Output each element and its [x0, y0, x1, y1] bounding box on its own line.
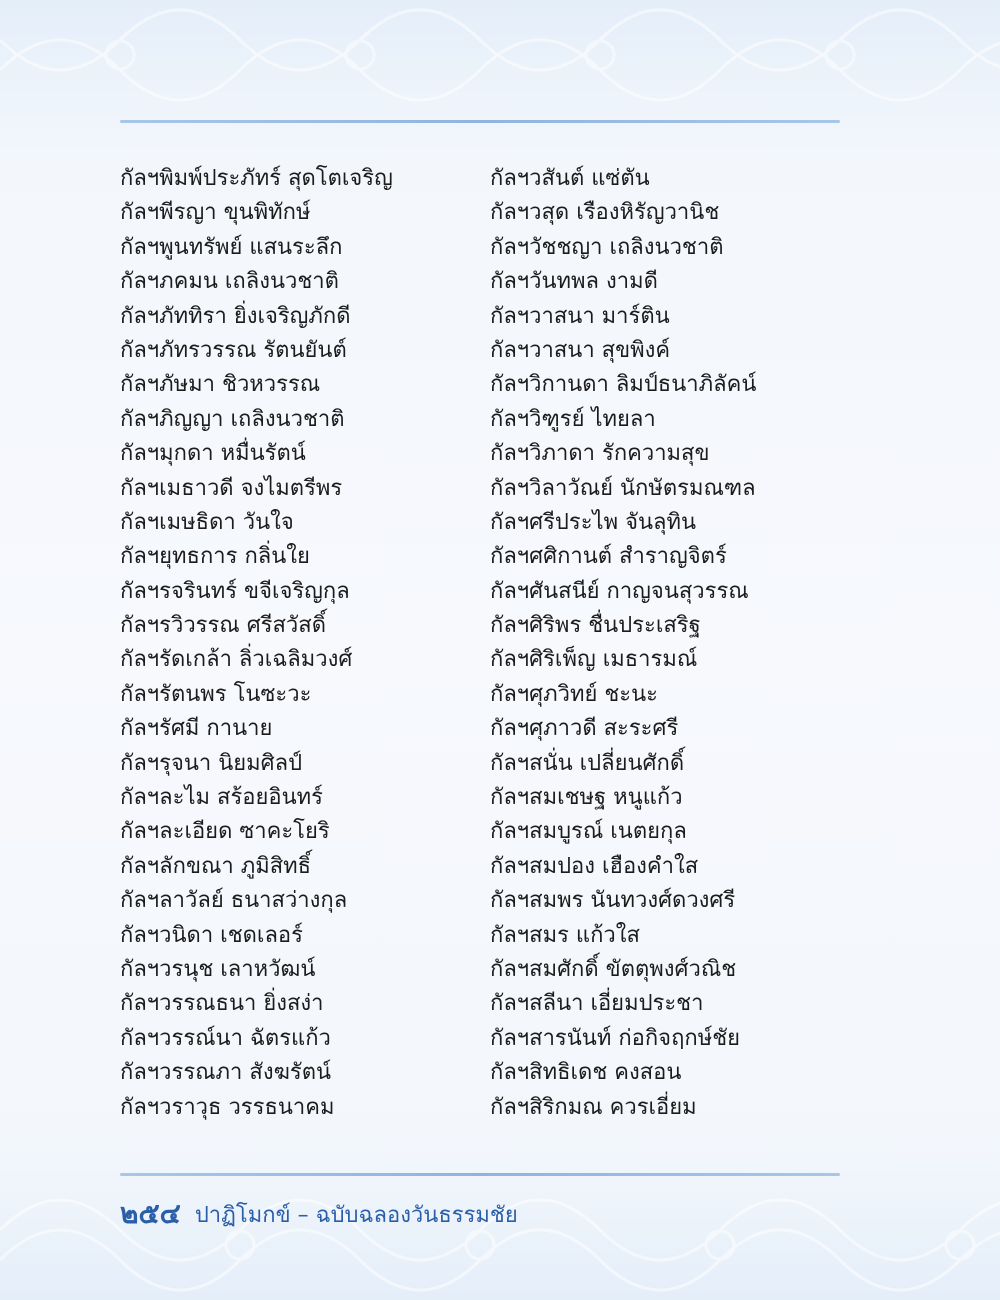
- donor-name: กัลฯรุจนา นิยมศิลป์: [120, 750, 303, 776]
- donor-name: กัลฯวิภาดา รักความสุข: [490, 441, 710, 467]
- donor-name: กัลฯวรรณ์นา ฉัตรแก้ว: [120, 1025, 331, 1051]
- donor-name: กัลฯพิมพ์ประภัทร์ สุดโตเจริญ: [120, 166, 393, 191]
- donor-name: กัลฯรัตนพร โนซะวะ: [120, 681, 312, 707]
- donor-name: กัลฯสมปอง เฮืองคำใส: [490, 853, 699, 879]
- donor-name: กัลฯมุกดา หมื่นรัตน์: [120, 441, 306, 467]
- donor-name: กัลฯภัษมา ชิวหวรรณ: [120, 372, 321, 398]
- donor-name: กัลฯรัศมี กานาย: [120, 716, 273, 742]
- donor-name: กัลฯสิริกมณ ควรเอี่ยม: [490, 1094, 697, 1120]
- donor-name: กัลฯสมบูรณ์ เนตยกุล: [490, 819, 687, 845]
- page-number: ๒๕๔: [120, 1197, 181, 1230]
- donor-name: กัลฯวิฑูรย์ ไทยลา: [490, 406, 656, 432]
- donor-name: กัลฯวรรณธนา ยิ่งสง่า: [120, 991, 324, 1017]
- donor-name: กัลฯลักขณา ภูมิสิทธิ์: [120, 853, 312, 879]
- donor-name: กัลฯรัดเกล้า ลิ่วเฉลิมวงศ์: [120, 647, 353, 673]
- donor-name: กัลฯวัชชญา เถลิงนวชาติ: [490, 234, 724, 260]
- donor-name: กัลฯภิญญา เถลิงนวชาติ: [120, 406, 345, 432]
- donor-name: กัลฯสิทธิเดช คงสอน: [490, 1060, 682, 1086]
- donor-name: กัลฯเมษธิดา วันใจ: [120, 509, 294, 535]
- donor-name: กัลฯพูนทรัพย์ แสนระลึก: [120, 234, 343, 260]
- donor-name: กัลฯศิริเพ็ญ เมธารมณ์: [490, 647, 698, 673]
- donor-list-right: [490, 162, 756, 1125]
- donor-name: กัลฯวิกานดา ลิมป์ธนาภิลัคน์: [490, 372, 757, 398]
- donor-name: กัลฯวรรณภา สังฆรัตน์: [120, 1060, 332, 1086]
- donor-name: กัลฯวสุด เรืองหิรัญวานิช: [490, 200, 720, 226]
- donor-name: กัลฯละเอียด ซาคะโยริ: [120, 819, 330, 845]
- donor-name: กัลฯวาสนา สุขพิงค์: [490, 337, 671, 363]
- donor-list-left: [120, 162, 393, 1125]
- donor-name: กัลฯลาวัลย์ ธนาสว่างกุล: [120, 888, 348, 914]
- donor-name: กัลฯพีรญา ขุนพิทักษ์: [120, 200, 311, 226]
- donor-name: กัลฯวันทพล งามดี: [490, 269, 658, 295]
- donor-name: กัลฯสนั่น เปลี่ยนศักดิ์: [490, 750, 685, 776]
- donor-name: กัลฯสารนันท์ ก่อกิจฤกษ์ชัย: [490, 1025, 741, 1051]
- page-footer: [120, 1192, 518, 1236]
- donor-name: กัลฯเมธาวดี จงไมตรีพร: [120, 475, 343, 501]
- donor-name: กัลฯวรนุช เลาหวัฒน์: [120, 956, 316, 982]
- donor-name: กัลฯศศิกานต์ สำราญจิตร์: [490, 544, 727, 570]
- donor-name: กัลฯยุทธการ กลิ่นใย: [120, 544, 310, 570]
- donor-name: กัลฯภคมน เถลิงนวชาติ: [120, 269, 339, 295]
- donor-name: กัลฯสมร แก้วใส: [490, 922, 640, 948]
- donor-name: กัลฯศุภวิทย์ ชะนะ: [490, 681, 658, 707]
- donor-name: กัลฯรวิวรรณ ศรีสวัสดิ์: [120, 613, 326, 639]
- donor-name: กัลฯภัททิรา ยิ่งเจริญภักดี: [120, 303, 351, 329]
- donor-name: กัลฯศันสนีย์ กาญจนสุวรรณ: [490, 578, 749, 604]
- donor-name: กัลฯรจรินทร์ ขจีเจริญกุล: [120, 578, 350, 604]
- donor-name: กัลฯศิริพร ชื่นประเสริฐ: [490, 613, 701, 639]
- top-ornament-pattern: [0, 0, 1000, 140]
- donor-name: กัลฯภัทรวรรณ รัตนยันต์: [120, 337, 347, 363]
- donor-name: กัลฯวราวุธ วรรธนาคม: [120, 1094, 335, 1120]
- donor-name: กัลฯสมศักดิ์ ขัตตุพงศ์วณิช: [490, 956, 737, 982]
- donor-name: กัลฯละไม สร้อยอินทร์: [120, 785, 323, 811]
- donor-name: กัลฯสลีนา เอี่ยมประชา: [490, 991, 704, 1017]
- donor-name: กัลฯวสันต์ แซ่ตัน: [490, 166, 650, 191]
- donor-name: กัลฯสมพร นันทวงศ์ดวงศรี: [490, 888, 736, 914]
- bottom-divider: [120, 1173, 840, 1176]
- donor-name: กัลฯศุภาวดี สะระศรี: [490, 716, 679, 742]
- donor-name: กัลฯสมเชษฐ หนูแก้ว: [490, 785, 683, 811]
- donor-name: กัลฯวิลาวัณย์ นักษัตรมณฑล: [490, 475, 756, 501]
- top-divider: [120, 120, 840, 123]
- donor-name: กัลฯศรีประไพ จันลุทิน: [490, 509, 697, 535]
- donor-name: กัลฯวาสนา มาร์ติน: [490, 303, 670, 329]
- book-title: ปาฏิโมกข์ – ฉบับฉลองวันธรรมชัย: [194, 1202, 518, 1228]
- donor-name: กัลฯวนิดา เชดเลอร์: [120, 922, 303, 948]
